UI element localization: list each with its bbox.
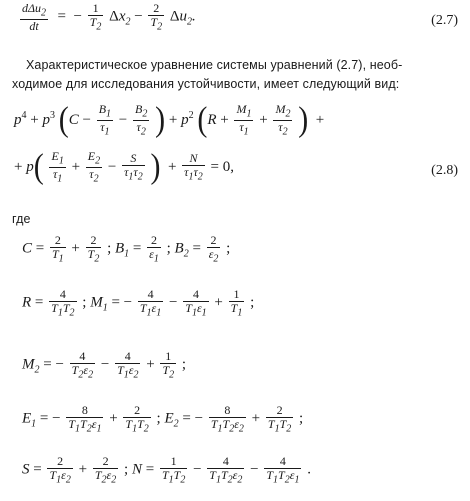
definition-r-m1: R = $\frac{4}{T_1T_2}$ ; $M_1$ = − $\frac{4}{T_1\varepsilon_1}$ − $\frac{4}{T_1\varepsilon_1}$ + $\frac{1}{T_1}$ ; xyxy=(22,287,255,318)
definition-c-b: C = $\frac{2}{T_1}$ + $\frac{2}{T_2}$ ; $B_1$ = $\frac{2}{\varepsilon_1}$ ; $B_2$ = $\frac{2}{\varepsilon_2}$ ; xyxy=(22,233,231,264)
equation-number-2-8: (2.8) xyxy=(431,163,458,178)
equation-number-2-7: (2.7) xyxy=(431,13,458,28)
equation-2-7: dΔu$_2$ dt = − $\frac{1}{T_2}$ $\Delta x_2$ − $\frac{2}{T_2}$ $\Delta u_2$. xyxy=(22,1,196,33)
definition-m2: $M_2$ = − $\frac{4}{T_2\varepsilon_2}$ − $\frac{4}{T_1\varepsilon_2}$ + $\frac{1}{T_2}$ ; xyxy=(22,349,187,380)
paragraph-line-2: ходимое для исследования устойчивости, имеет следующий вид: xyxy=(12,77,400,91)
definition-e: $E_1$ = − $\frac{8}{T_1T_2\varepsilon_1}$ + $\frac{2}{T_1T_2}$ ; $E_2$ = − $\frac{8}{T_1T_2\varepsilon_2}$ + $\frac{2}{T_1T_2}$ ; xyxy=(22,403,304,434)
definition-s-n: S = $\frac{2}{T_1\varepsilon_2}$ + $\frac{2}{T_2\varepsilon_2}$ ; N = $\frac{1}{T_1T_2}$ − $\frac{4}{T_1T_2\varepsilon_2}$ − $\frac{4}{T_1T_2\varepsilon_1}$ . xyxy=(22,454,311,485)
derivative-fraction: dΔu$_2$ dt xyxy=(22,1,47,33)
equation-2-8-line-2: + p( $\frac{E_1}{\tau_1}$ + $\frac{E_2}{\tau_2}$ − $\frac{S}{\tau_1\tau_2}$ ) + $\frac{N}{\tau_1\tau_2}$ = 0, xyxy=(14,147,234,186)
paragraph-line-1: Характеристическое уравнение системы уравнений (2.7), необ- xyxy=(26,58,403,72)
where-label: где xyxy=(12,212,31,226)
equation-2-8-line-1: $p^4 + p^3$ (C − $\frac{B_1}{\tau_1}$ − $\frac{B_2}{\tau_2}$ ) + $p^2$ (R + $\frac{M_1}{\tau_1}$ + $\frac{M_2}{\tau_2}$ ) + xyxy=(14,100,325,139)
